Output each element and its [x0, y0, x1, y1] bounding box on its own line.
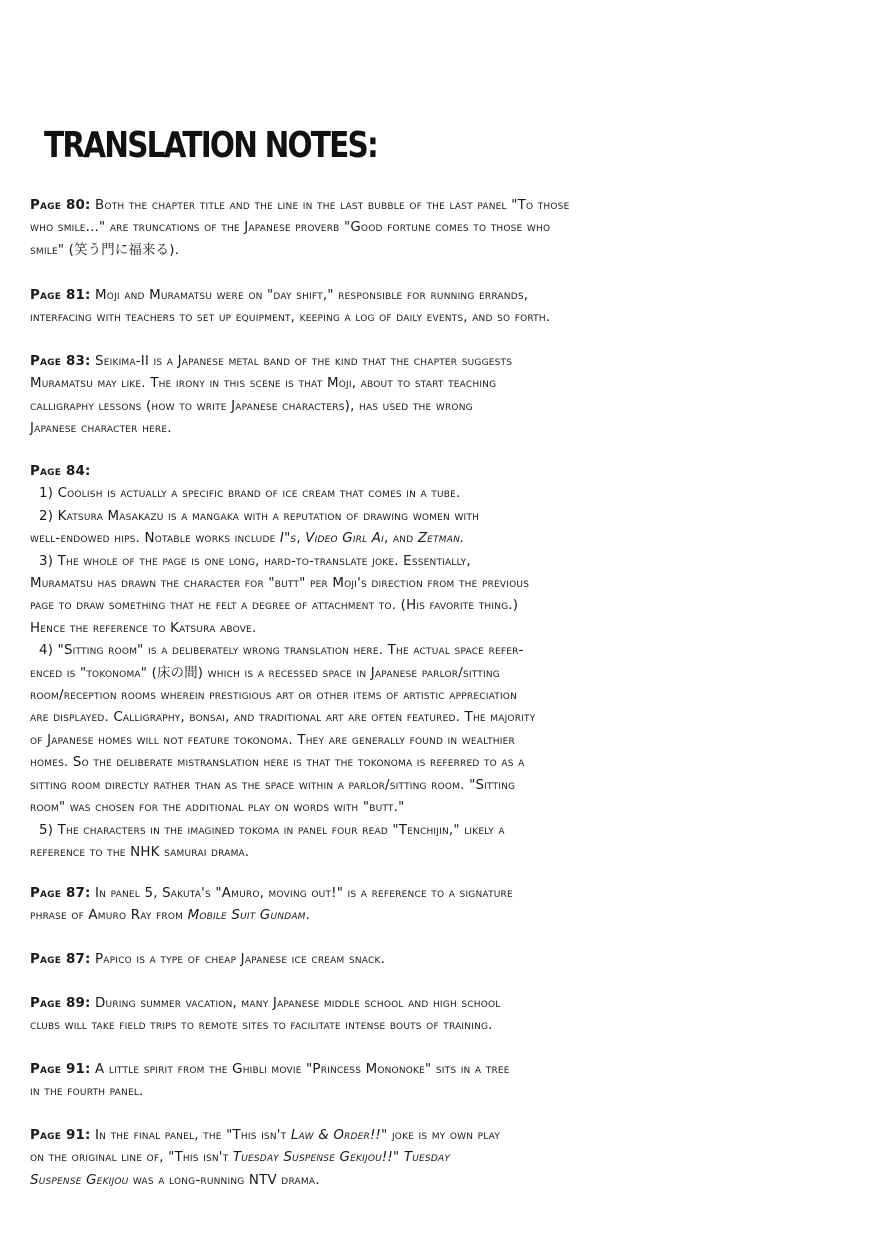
- note-line: [30, 949, 830, 971]
- note-text: on the original line of, "This isn't: [30, 1150, 233, 1166]
- note-line: Hence the reference to Katsura above.: [30, 620, 257, 636]
- note-page-89: [30, 993, 830, 1038]
- note-page-84: [30, 461, 830, 864]
- note-line: smile" (笑う門に福来る).: [30, 242, 180, 258]
- note-text: Both the chapter title and the line in the last bubble of the last panel "To those: [90, 198, 570, 213]
- note-line: sitting room directly rather than as the space within a parlor/sitting room. "Sitting: [30, 777, 516, 793]
- note-line: homes. So the deliberate mistranslation here is that the tokonoma is referred to as a: [30, 755, 525, 771]
- note-heading: Page 84:: [30, 464, 91, 479]
- note-line: calligraphy lessons (how to write Japanese characters), has used the wrong: [30, 398, 473, 414]
- note-text: Papico is a type of cheap Japanese ice cream snack.: [90, 952, 386, 967]
- work-title: Tuesday Suspense Gekijou!!: [232, 1150, 394, 1166]
- note-text: A little spirit from the Ghibli movie "Princess Mononoke" sits in a tree: [90, 1062, 510, 1077]
- note-line: are displayed. Calligraphy, bonsai, and traditional art are often featured. The majority: [30, 710, 536, 726]
- note-item: 2) Katsura Masakazu is a mangaka with a reputation of drawing women with: [39, 508, 480, 524]
- note-page-87-gundam: [30, 883, 830, 928]
- work-title: Law & Order!!: [290, 1128, 382, 1143]
- note-item: 4) "Sitting room" is a deliberately wrong translation here. The actual space refer-: [39, 643, 524, 659]
- note-page-87-papico: [30, 949, 830, 971]
- work-title: Zetman.: [417, 531, 465, 547]
- note-text: phrase of Amuro Ray from: [30, 908, 188, 924]
- note-line: [30, 195, 830, 217]
- note-line: [30, 1147, 830, 1169]
- note-line: Japanese character here.: [30, 421, 172, 437]
- note-text: .: [305, 908, 311, 924]
- note-line: [30, 528, 830, 550]
- page-title: TRANSLATION NOTES:: [44, 125, 377, 166]
- note-line: room" was chosen for the additional play on words with "butt.": [30, 800, 405, 816]
- note-line: [30, 1125, 830, 1147]
- note-line: enced is "tokonoma" (床の間) which is a recessed space in Japanese parlor/sitting: [30, 665, 500, 681]
- note-heading: Page 91:: [30, 1128, 91, 1143]
- note-heading: Page 80:: [30, 198, 91, 213]
- note-text: Moji and Muramatsu were on "day shift," responsible for running errands,: [90, 288, 529, 303]
- work-title: Mobile Suit Gundam: [187, 908, 306, 924]
- note-text: was a long-running NTV drama.: [128, 1172, 320, 1188]
- note-item: 1) Coolish is actually a specific brand of ice cream that comes in a tube.: [39, 486, 461, 502]
- note-text: ,: [296, 531, 306, 547]
- note-line: [30, 1059, 830, 1081]
- note-item: 5) The characters in the imagined tokoma in panel four read "Tenchijin," likely a: [39, 822, 505, 838]
- note-page-83: [30, 351, 830, 441]
- note-page-81: [30, 285, 830, 330]
- note-line: of Japanese homes will not feature tokonoma. They are generally found in wealthier: [30, 732, 515, 748]
- note-line: who smile..." are truncations of the Japanese proverb "Good fortune comes to those who: [30, 220, 551, 236]
- work-title: Suspense Gekijou: [30, 1172, 129, 1188]
- note-line: room/reception rooms wherein prestigious art or other items of artistic appreciation: [30, 688, 518, 704]
- note-line: page to draw something that he felt a degree of attachment to. (His favorite thing.): [30, 598, 519, 614]
- note-line: interfacing with teachers to set up equipment, keeping a log of daily events, and so forth.: [30, 310, 551, 326]
- note-text: well-endowed hips. Notable works include: [30, 531, 280, 547]
- note-text: During summer vacation, many Japanese middle school and high school: [90, 996, 501, 1011]
- note-heading: Page 89:: [30, 996, 91, 1011]
- work-title: I"s: [279, 531, 297, 547]
- note-text: , and: [384, 531, 418, 547]
- note-heading: Page 91:: [30, 1062, 91, 1077]
- note-line: [30, 351, 830, 373]
- note-heading: Page 83:: [30, 354, 91, 369]
- note-page-91-ghibli: [30, 1059, 830, 1104]
- note-page-80: [30, 195, 830, 262]
- note-line: clubs will take field trips to remote sites to facilitate intense bouts of training.: [30, 1018, 493, 1034]
- note-heading: Page 87:: [30, 952, 91, 967]
- note-line: [30, 993, 830, 1015]
- note-text: " joke is my own play: [381, 1128, 501, 1143]
- note-line: Muramatsu has drawn the character for "butt" per Moji's direction from the previous: [30, 576, 530, 592]
- note-text: Seikima-II is a Japanese metal band of the kind that the chapter suggests: [90, 354, 513, 369]
- note-line: Muramatsu may like. The irony in this scene is that Moji, about to start teaching: [30, 376, 497, 392]
- note-line: in the fourth panel.: [30, 1084, 144, 1100]
- note-text: In panel 5, Sakuta's "Amuro, moving out!" is a reference to a signature: [90, 886, 513, 901]
- note-text: ": [393, 1150, 404, 1166]
- note-line: [30, 905, 830, 927]
- work-title: Video Girl Ai: [305, 531, 385, 547]
- note-heading: Page 81:: [30, 288, 91, 303]
- note-heading: Page 87:: [30, 886, 91, 901]
- note-line: [30, 883, 830, 905]
- note-line: reference to the NHK samurai drama.: [30, 844, 250, 860]
- note-item: 3) The whole of the page is one long, hard-to-translate joke. Essentially,: [39, 553, 471, 569]
- note-line: [30, 285, 830, 307]
- note-text: In the final panel, the "This isn't: [90, 1128, 291, 1143]
- work-title: Tuesday: [403, 1150, 451, 1166]
- note-line: [30, 1170, 830, 1192]
- note-page-91-law-order: [30, 1125, 830, 1192]
